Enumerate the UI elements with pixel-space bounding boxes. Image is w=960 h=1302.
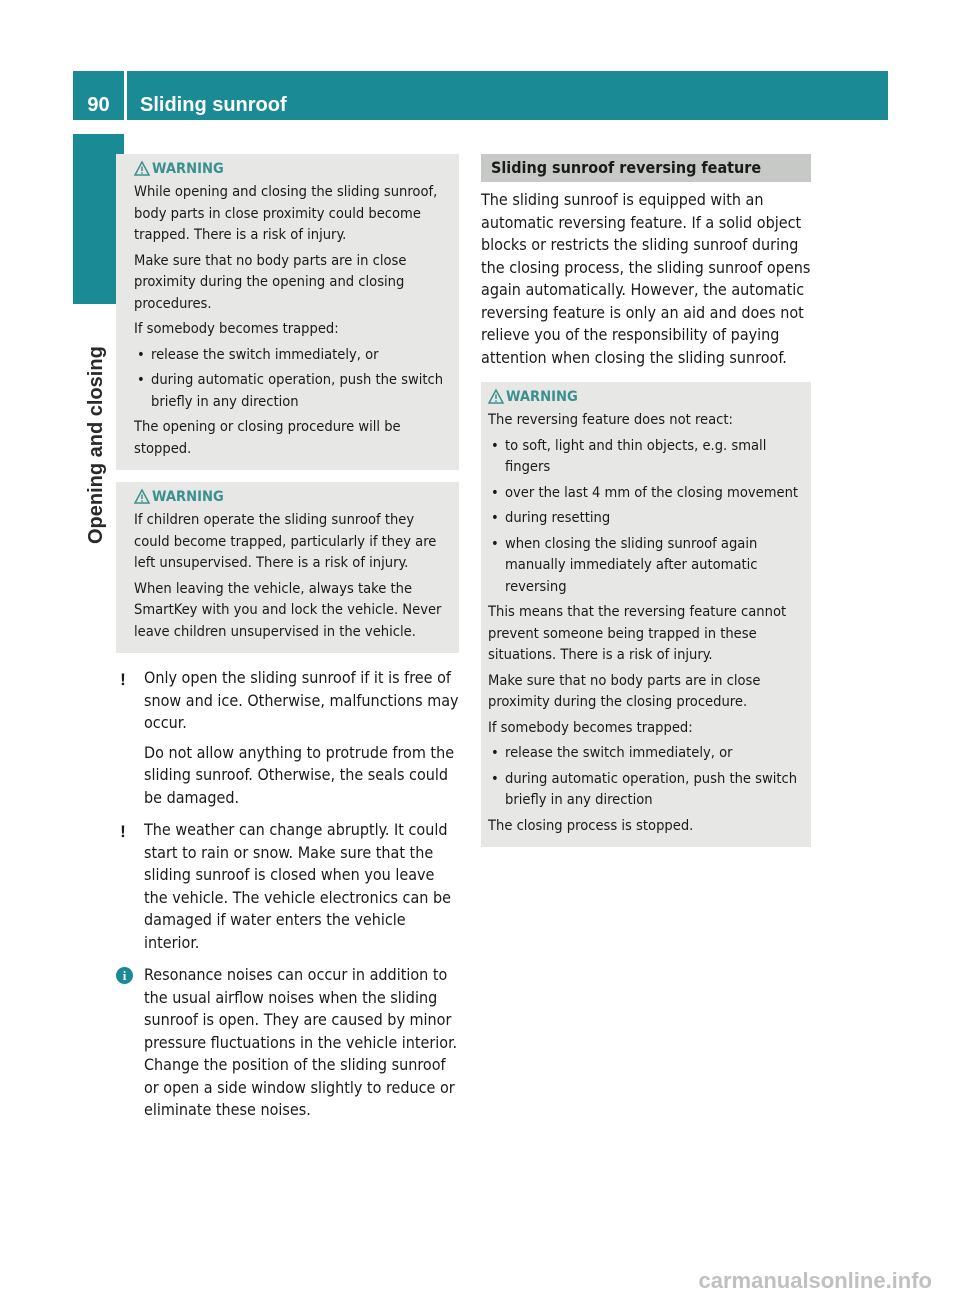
bullet-item: • during automatic operation, push the switch briefly in any direction: [134, 369, 452, 412]
warning-triangle-icon: [134, 161, 150, 176]
warning-text: While opening and closing the sliding sunroof, body parts in close proximity could become trapped. There is a risk of injury.: [134, 183, 438, 243]
warning-text: If somebody becomes trapped:: [488, 718, 693, 736]
bullet-item: • over the last 4 mm of the closing movement: [488, 482, 804, 504]
info-note: i Resonance noises can occur in addition to the usual airflow noises when the sliding sunroof is open. They are caused by minor pressure fluctuations in the vehicle interior. Change the position of the sliding sunroof or open a side window slightly to reduce or eliminate these noises.: [116, 964, 459, 1122]
warning-text: Make sure that no body parts are in close proximity during the closing procedure.: [488, 671, 761, 710]
warning-heading: WARNING: [488, 386, 804, 408]
bullet-item: • release the switch immediately, or: [488, 742, 804, 764]
warning-text: If children operate the sliding sunroof they could become trapped, particularly if they are left unsupervised. There is a risk of injury.: [134, 511, 437, 571]
warning-text: The opening or closing procedure will be stopped.: [134, 418, 401, 457]
bullet-item: • during automatic operation, push the switch briefly in any direction: [488, 768, 804, 811]
warning-triangle-icon: [488, 389, 504, 404]
caution-note: ! Only open the sliding sunroof if it is free of snow and ice. Otherwise, malfunctions may occur. Do not allow anything to protrude from the sliding sunroof. Otherwise, the seals could be damaged.: [116, 667, 459, 809]
header-divider: [124, 71, 127, 120]
bullet-item: • during resetting: [488, 507, 804, 529]
warning-text: When leaving the vehicle, always take the SmartKey with you and lock the vehicle. Never leave children unsupervised in the vehicle.: [134, 579, 442, 640]
warning-text: The reversing feature does not react:: [488, 411, 733, 428]
info-icon: i: [116, 967, 133, 984]
warning-heading: WARNING: [134, 486, 452, 508]
caution-note: ! The weather can change abruptly. It could start to rain or snow. Make sure that the sliding sunroof is closed when you leave the vehicle. The vehicle electronics can be damaged if water enters the vehicle interior.: [116, 819, 459, 954]
warning-text: This means that the reversing feature cannot prevent someone being trapped in these situations. There is a risk of injury.: [488, 603, 787, 663]
warning-box: [116, 154, 459, 470]
bullet-item: • when closing the sliding sunroof again manually immediately after automatic reversing: [488, 533, 804, 598]
page-number: 90: [87, 94, 110, 116]
intro-paragraph: The sliding sunroof is equipped with an automatic reversing feature. If a solid object blocks or restricts the sliding sunroof during the closing process, the sliding sunroof opens again automatically. However, the automatic reversing feature is only an aid and does not relieve you of the responsibility of paying attention when closing the sliding sunroof.: [481, 190, 811, 367]
warning-heading: WARNING: [134, 158, 452, 180]
caution-icon: !: [120, 822, 126, 841]
warning-text: If somebody becomes trapped:: [134, 320, 339, 337]
warning-box: [116, 482, 459, 653]
caution-icon: !: [120, 670, 126, 689]
bullet-item: • to soft, light and thin objects, e.g. small fingers: [488, 435, 804, 478]
section-heading: Sliding sunroof reversing feature: [481, 154, 811, 182]
warning-triangle-icon: [134, 489, 150, 504]
page-title: Sliding sunroof: [140, 94, 287, 116]
section-tab-label: Opening and closing: [85, 346, 107, 544]
right-column: [481, 154, 811, 859]
left-column: [116, 154, 459, 1132]
bullet-item: • release the switch immediately, or: [134, 344, 452, 366]
notes: [116, 667, 459, 1122]
watermark: carmanualsonline.info: [698, 1268, 932, 1293]
warning-text: The closing process is stopped.: [488, 816, 694, 834]
warning-text: Make sure that no body parts are in close proximity during the opening and closing procedures.: [134, 251, 407, 312]
warning-box: [481, 382, 811, 847]
